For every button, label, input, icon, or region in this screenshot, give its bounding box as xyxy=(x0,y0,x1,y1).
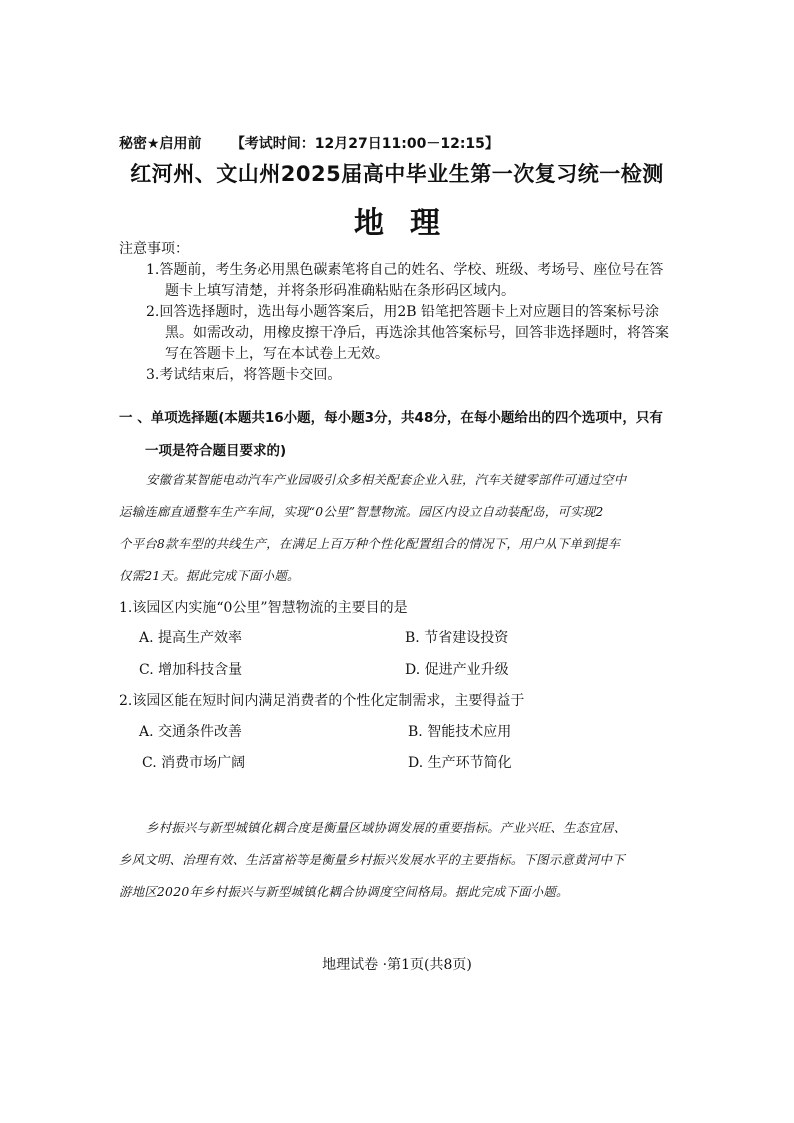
material-2-line-3: 游地区2020年乡村振兴与新型城镇化耦合协调度空间格局。据此完成下面小题。 xyxy=(119,884,569,899)
question-1-option-d: D. 促进产业升级 xyxy=(405,662,509,678)
exam-title: 红河州、文山州2025届高中毕业生第一次复习统一检测 xyxy=(130,162,664,186)
notes-item-2-line-3: 写在答题卡上，写在本试卷上无效。 xyxy=(165,346,389,362)
page-footer: 地理试卷 ·第1页(共8页) xyxy=(322,957,472,973)
notes-item-3: 3.考试结束后，将答题卡交回。 xyxy=(146,367,342,383)
question-1-option-b: B. 节省建设投资 xyxy=(405,630,509,646)
section-1-heading: 一 、单项选择题(本题共16小题，每小题3分，共48分，在每小题给出的四个选项中，只有 xyxy=(119,410,663,426)
subject-title: 地理 xyxy=(354,206,466,241)
question-2-option-a: A. 交通条件改善 xyxy=(139,724,243,740)
question-1-option-a: A. 提高生产效率 xyxy=(139,630,243,646)
question-2-option-b: B. 智能技术应用 xyxy=(408,724,512,740)
notes-item-1-line-1: 1.答题前，考生务必用黑色碳素笔将自己的姓名、学校、班级、考场号、座位号在答 xyxy=(146,262,664,278)
question-2-option-c: C. 消费市场广阔 xyxy=(142,755,246,771)
question-2-option-d: D. 生产环节简化 xyxy=(408,755,512,771)
secret-text: 秘密★启用前 xyxy=(119,136,202,152)
material-2-line-1: 乡村振兴与新型城镇化耦合度是衡量区域协调发展的重要指标。产业兴旺、生态宜居、 xyxy=(146,820,627,835)
notes-heading: 注意事项： xyxy=(119,241,189,257)
exam-time: 【考试时间：12月27日11:00－12:15】 xyxy=(230,136,499,152)
material-2-line-2: 乡风文明、治理有效、生活富裕等是衡量乡村振兴发展水平的主要指标。下图示意黄河中下 xyxy=(119,852,625,867)
secret-label xyxy=(119,133,499,153)
material-1-line-1: 安徽省某智能电动汽车产业园吸引众多相关配套企业入驻，汽车关键零部件可通过空中 xyxy=(146,472,627,487)
notes-item-1-line-2: 题卡上填写清楚，并将条形码准确粘贴在条形码区域内。 xyxy=(165,283,515,299)
notes-item-2-line-2: 黑。如需改动，用橡皮擦干净后，再选涂其他答案标号，回答非选择题时，将答案 xyxy=(165,325,669,341)
section-1-heading-cont: 一项是符合题目要求的) xyxy=(145,443,287,459)
question-2-stem: 2.该园区能在短时间内满足消费者的个性化定制需求，主要得益于 xyxy=(119,693,525,709)
question-1-stem: 1.该园区内实施“0公里”智慧物流的主要目的是 xyxy=(119,600,408,616)
material-1-line-3: 个平台8款车型的共线生产，在满足上百万种个性化配置组合的情况下，用户从下单到提车 xyxy=(119,536,621,551)
notes-item-2-line-1: 2.回答选择题时，选出每小题答案后，用2B 铅笔把答题卡上对应题目的答案标号涂 xyxy=(146,304,660,320)
question-1-option-c: C. 增加科技含量 xyxy=(139,662,243,678)
material-1-line-4: 仅需21天。据此完成下面小题。 xyxy=(119,568,300,583)
material-1-line-2: 运输连廊直通整车生产车间，实现“0公里”智慧物流。园区内设立自动装配岛，可实现2 xyxy=(119,504,604,519)
